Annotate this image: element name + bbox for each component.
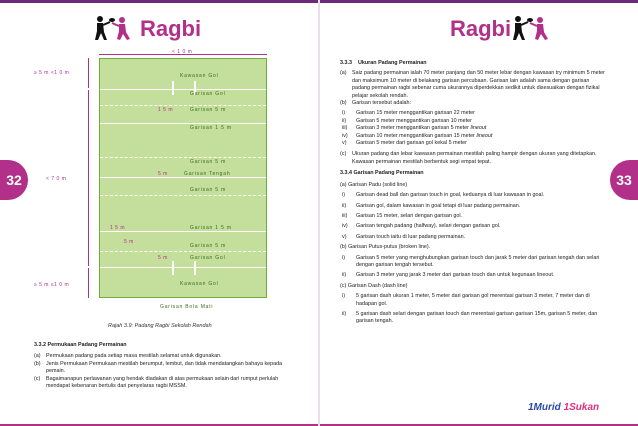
list-item: iv) Garisan tengah padang (halfway), selari dengan garisan gol.: [342, 223, 501, 230]
line-5m-center-top-label: Garisan 5 m: [190, 159, 227, 165]
line-5m-bottom: [100, 251, 266, 252]
halfway-line: [100, 177, 266, 178]
line-15m-top: [100, 123, 266, 124]
list-item: i) 5 garisan dash ukuran 1 meter, 5 meter dari garisan gol merentasi garisan 3 meter, 7 meter dan di hadapan gol.: [342, 293, 590, 307]
in-goal-bottom-label: ≥ 5 m ≤1 0 m: [34, 282, 70, 288]
left-page-title: Ragbi: [140, 16, 202, 41]
goal-line-top: [100, 89, 266, 90]
page-spine: [318, 0, 320, 426]
list-item: (a) Permukaan padang pada setiap masa mestilah selamat untuk digunakan.: [34, 353, 222, 360]
line-5m-top-label: Garisan 5 m: [190, 107, 227, 113]
1murid-1sukan-logo: 1Murid 1Sukan: [528, 402, 600, 413]
subsection-b-head: (b) Garisan Putus-putus (broken line).: [340, 244, 431, 251]
line-5m-center-bottom: [100, 195, 266, 196]
list-item: (b) Jenis Permukaan Permukaan mestilah berumput, lembut, dan tidak mendatangkan bahaya kepada pemain.: [34, 360, 283, 375]
right-page-title: Ragbi: [450, 16, 512, 41]
list-item: i) Garisan dead ball dan garisan touch in goal, keduanya di luar kawasan in goal.: [342, 192, 545, 199]
top-width-label: < 1 0 m: [172, 49, 193, 55]
dim-5m-bottom: 5 m: [124, 239, 134, 245]
subsection-a-head: (a) Garisan Padu (solid line): [340, 181, 408, 188]
section-title-333: 3.3.3 Ukuran Padang Permainan: [340, 60, 427, 66]
subsection-c-head: (c) Garisan Dash (dash line): [340, 282, 408, 289]
dim-15m-bottom: 1 5 m: [110, 225, 126, 231]
goal-line-bottom: [100, 267, 266, 268]
line-5m-bottom-label: Garisan 5 m: [190, 243, 227, 249]
list-item: ii) Garisan 3 meter yang jarak 3 meter dari garisan touch dan untuk kegunaan lineout.: [342, 272, 555, 279]
rugby-field: [99, 58, 267, 298]
list-item: v) Garisan touch iaitu di luar padang permainan.: [342, 233, 466, 240]
dim-15m-top: 1 5 m: [158, 107, 174, 113]
goal-post-bottom-right: [194, 261, 196, 275]
section-title-332: 3.3.2 Permukaan Padang Permainan: [34, 342, 127, 348]
list-item: ii) 5 garisan dash selari dengan garisan touch dan merentasi garisan garisan 15m, garisan 5 meter, dan garisan tengah.: [342, 310, 598, 325]
line-15m-top-label: Garisan 1 5 m: [190, 125, 232, 131]
dim-5m-bottom2: 5 m: [158, 255, 168, 261]
in-goal-top-label: ≥ 5 m <1 0 m: [34, 70, 70, 76]
field-length-label: < 7 0 m: [46, 176, 67, 182]
figure-caption: Rajah 3.9: Padang Ragbi Sekolah Rendah: [108, 323, 212, 329]
rugby-players-icon: [510, 14, 554, 42]
dim-5m-top: 5 m: [158, 171, 168, 177]
line-5m-top: [100, 105, 266, 106]
list-item: iii) Garisan 15 meter, selari dengan garisan gol.: [342, 212, 463, 219]
dead-ball-label: Garisan Bola Mati: [160, 304, 214, 310]
paragraph-a: (a) Saiz padang permainan ialah 70 meter panjang dan 50 meter lebar dengan kawasan try minimum 5 meter dan maksimum 10 meter di belakang garisan percubaan. Garisan lain adalah sama dengan garisan padang permainan ragbi sebenar cuma ukurannya diperdekkan sedikit untuk disesuaikan dengan fizikal pelajar sekolah rendah.: [340, 70, 605, 99]
in-goal-top-dimension: [88, 58, 89, 88]
line-5m-center-bottom-label: Garisan 5 m: [190, 187, 227, 193]
in-goal-bottom-dimension: [88, 268, 89, 298]
goal-post-bottom-left: [172, 261, 174, 275]
line-15m-bottom: [100, 231, 266, 232]
field-length-dimension: [88, 90, 89, 266]
list-item: iii) Garisan 3 meter menggantikan garisan 5 meter lineout: [342, 125, 487, 132]
goal-post-top-left: [172, 81, 174, 95]
list-item: v) Garisan 5 meter dari garisan gol kekal 5 meter: [342, 140, 467, 147]
section-title-334: 3.3.4 Garisan Padang Permainan: [340, 170, 424, 177]
halfway-label: Garisan Tengah: [184, 171, 231, 177]
line-15m-bottom-label: Garisan 1 5 m: [190, 225, 232, 231]
list-item: iv) Garisan 10 meter menggantikan garisan 15 meter lineout: [342, 132, 493, 139]
line-5m-center-top: [100, 157, 266, 158]
page-number-left: 32: [0, 160, 28, 200]
list-item: ii) Garisan gol, dalam kawasan in goal tetapi di luar padang permainan.: [342, 202, 521, 209]
in-goal-top-label: Kawasan Gol: [180, 73, 219, 79]
list-item: i) Garisan 15 meter menggantikan garisan 22 meter: [342, 110, 475, 117]
in-goal-bottom-label: Kawasan Gol: [180, 281, 219, 287]
list-item: i) Garisan 5 meter yang menghubungkan garisan touch dan jarak 5 meter dari garisan tengah dan selari dengan garisan tengah tersebut.: [342, 254, 600, 268]
list-item: (c) Bagaimanapun perlawanan yang hendak diadakan di atas permukaan selain dari rumput perlulah mendapat kebenaran bertulis dari penyelaras ragbi MSSM.: [34, 375, 279, 390]
goal-line-top-label: Garisan Gol: [190, 91, 226, 97]
list-item: ii) Garisan 5 meter menggantikan garisan 10 meter: [342, 117, 472, 124]
rugby-players-icon: [92, 14, 136, 42]
paragraph-b: (b) Garisan tersebut adalah:: [340, 100, 412, 107]
paragraph-c: (c) Ukuran padang dan lebar kawasan permainan mestilah paling hampir dengan ukuran yang ditetapkan. Kawasan permainan mestilah berbentuk segi empat tepat.: [340, 151, 597, 165]
page-number-right: 33: [610, 160, 638, 200]
left-text-block: [34, 342, 302, 390]
right-text-block: [340, 60, 608, 326]
goal-line-bottom-label: Garisan Gol: [190, 255, 226, 261]
